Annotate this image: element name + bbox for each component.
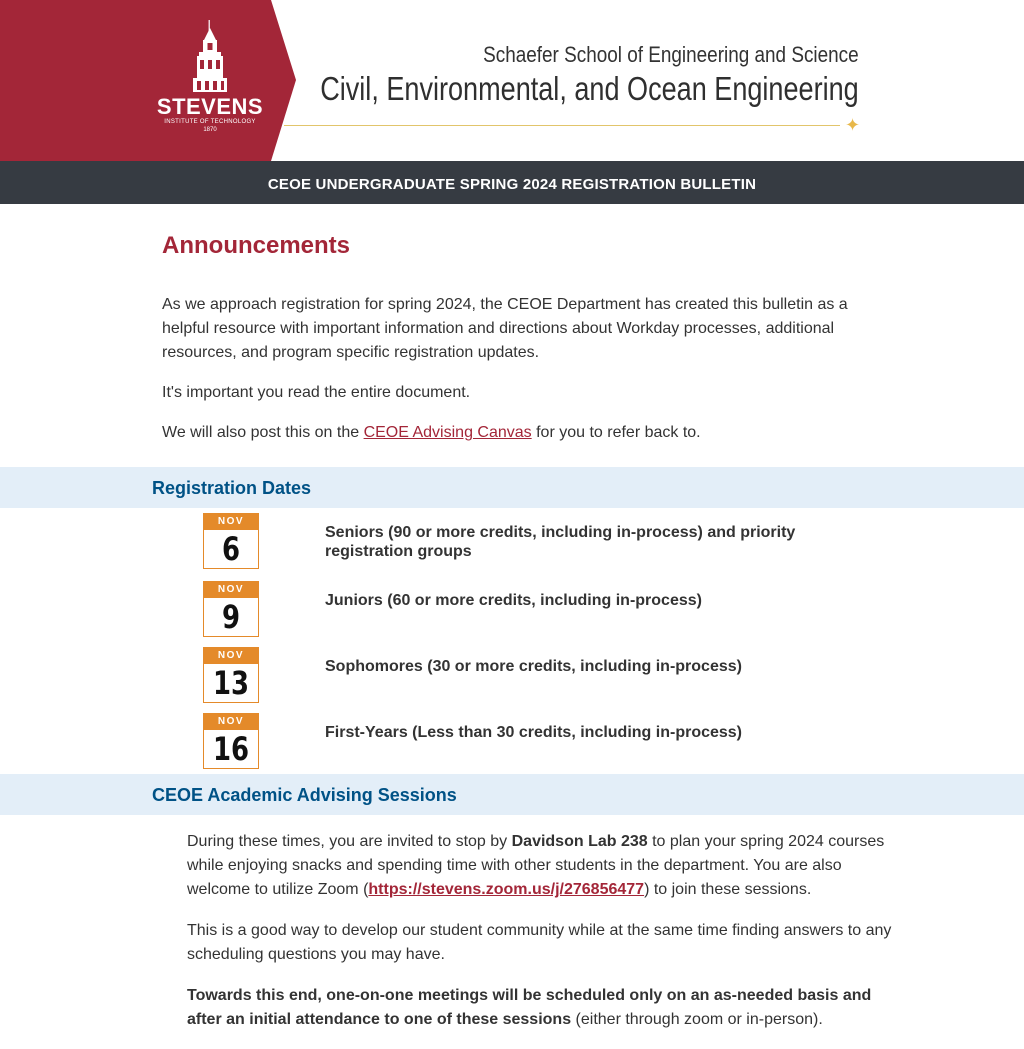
tower-icon [185,20,235,94]
logo-wordmark: STEVENS [156,94,264,119]
calendar-day: 13 [212,664,250,702]
announcements-paragraph: It's important you read the entire document. [162,384,471,401]
logo-year: 1870 [203,127,217,133]
advising-sessions-bar [0,774,1024,815]
calendar-month: NOV [204,648,258,664]
calendar-icon [203,713,259,769]
calendar-icon [203,581,259,637]
zoom-link[interactable]: https://stevens.zoom.us/j/276856477 [368,881,645,898]
advising-text: to plan your spring 2024 courses while enjoying snacks and spending time with other students in the department. You are also welcome to utilize Zoom ( [187,833,885,898]
registration-dates-title: Registration Dates [152,478,312,498]
calendar-icon [203,513,259,569]
date-label: Sophomores (30 or more credits, including in-process) [325,658,742,675]
canvas-text-after: for you to refer back to. [531,424,701,441]
announcements-section [162,232,862,461]
date-label: Seniors (90 or more credits, including in-process) and priority registration groups [325,524,796,560]
school-name: Schaefer School of Engineering and Science [483,42,859,67]
gold-divider [284,125,840,126]
sparkle-icon: ✦ [845,115,861,135]
advising-emphasis: Towards this end, one-on-one meetings will be scheduled only on an as-needed basis and after an initial attendance to one of these sessions [187,987,872,1028]
announcements-paragraph [162,421,862,445]
advising-paragraph [187,984,897,1032]
date-label: First-Years (Less than 30 credits, including in-process) [325,724,743,741]
calendar-icon [203,647,259,703]
advising-text: (either through zoom or in-person). [571,1011,823,1028]
advising-text: During these times, you are invited to stop by [187,833,512,850]
calendar-month: NOV [204,714,258,730]
announcements-paragraph: As we approach registration for spring 2024, the CEOE Department has created this bulletin as a helpful resource with important information and directions about Workday processes, additional resources, and program specific registration updates. [162,296,848,361]
advising-text: ) to join these sessions. [644,881,812,898]
canvas-text-before: We will also post this on the [162,424,364,441]
bulletin-banner: CEOE UNDERGRADUATE SPRING 2024 REGISTRATION BULLETIN [0,161,1024,204]
advising-paragraph: This is a good way to develop our student community while at the same time finding answers to any scheduling questions you may have. [187,922,892,963]
canvas-link[interactable]: CEOE Advising Canvas [363,424,532,441]
registration-dates-bar [0,467,1024,508]
advising-section [187,830,897,1049]
calendar-month: NOV [204,582,258,598]
advising-paragraph [187,830,897,902]
calendar-month: NOV [204,514,258,530]
logo-subtitle: INSTITUTE OF TECHNOLOGY [164,119,256,125]
announcements-title: Announcements [162,232,351,259]
calendar-day: 16 [212,730,250,768]
calendar-day: 9 [221,598,241,636]
department-name: Civil, Environmental, and Ocean Engineering [320,70,859,107]
calendar-day: 6 [221,530,241,568]
header [0,0,1024,161]
date-label: Juniors (60 or more credits, including in-process) [325,592,702,609]
advising-sessions-title: CEOE Academic Advising Sessions [152,785,457,805]
advising-location: Davidson Lab 238 [511,833,648,850]
stevens-logo[interactable] [150,20,270,145]
